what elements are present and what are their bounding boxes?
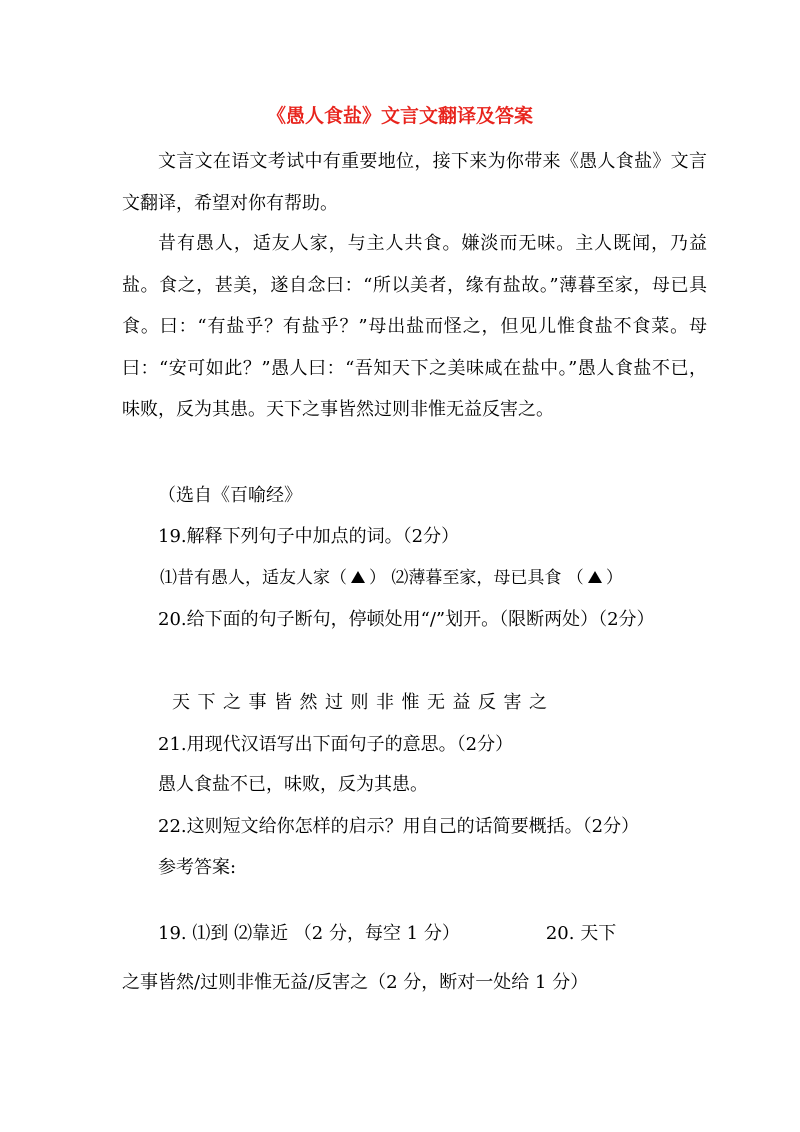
question-21-sentence: 愚人食盐不已，味败，反为其患。: [158, 774, 428, 795]
triangle-icon: [351, 571, 365, 583]
question-22: 22.这则短文给你怎样的启示？用自己的话简要概括。（2分）: [158, 816, 640, 837]
answers-label: 参考答案:: [158, 857, 237, 878]
answer-19: 19. ⑴到 ⑵靠近 （2 分，每空 1 分）: [158, 923, 460, 944]
passage-paragraph: 昔有愚人，适友人家，与主人共食。嫌淡而无味。主人既闻，乃益盐。食之，甚美，遂自念曰：“所以美者，缘有盐故。”薄暮至家，母已具食。曰：“有盐乎？有盐乎？”母出盐而怪之，但见儿惟食盐不食菜。母曰：“安可如此？”愚人曰：“吾知天下之美味咸在盐中。”愚人食盐不已，味败，反为其患。天下之事皆然过则非惟无益反害之。: [122, 233, 707, 420]
question-20: 20.给下面的句子断句，停顿处用“/”划开。（限断两处）（2分）: [158, 609, 655, 630]
question-19: 19.解释下列句子中加点的词。（2分）: [158, 526, 460, 547]
intro-paragraph: 文言文在语文考试中有重要地位，接下来为你带来《愚人食盐》文言文翻译，希望对你有帮助。: [122, 151, 707, 214]
source-note: （选自《百喻经》: [158, 485, 302, 506]
q19-item-1: ⑴昔有愚人，适友人家（: [160, 568, 347, 588]
answer-19-line: [122, 914, 743, 954]
question-20-sentence: 天下之事皆然过则非惟无益反害之: [172, 692, 555, 713]
answer-20: 之事皆然/过则非惟无益/反害之（2 分，断对一处给 1 分）: [122, 972, 589, 993]
question-19-items: ⑴昔有愚人，适友人家（ ） ⑵薄暮至家，母已具食 （ ）: [160, 568, 623, 588]
answer-20-start: 20. 天下: [545, 923, 617, 944]
q19-item-2: ⑵薄暮至家，母已具食 （: [391, 568, 584, 588]
question-21: 21.用现代汉语写出下面句子的意思。（2分）: [158, 734, 514, 755]
triangle-icon: [588, 571, 602, 583]
document-title: 《愚人食盐》文言文翻译及答案: [266, 105, 533, 127]
